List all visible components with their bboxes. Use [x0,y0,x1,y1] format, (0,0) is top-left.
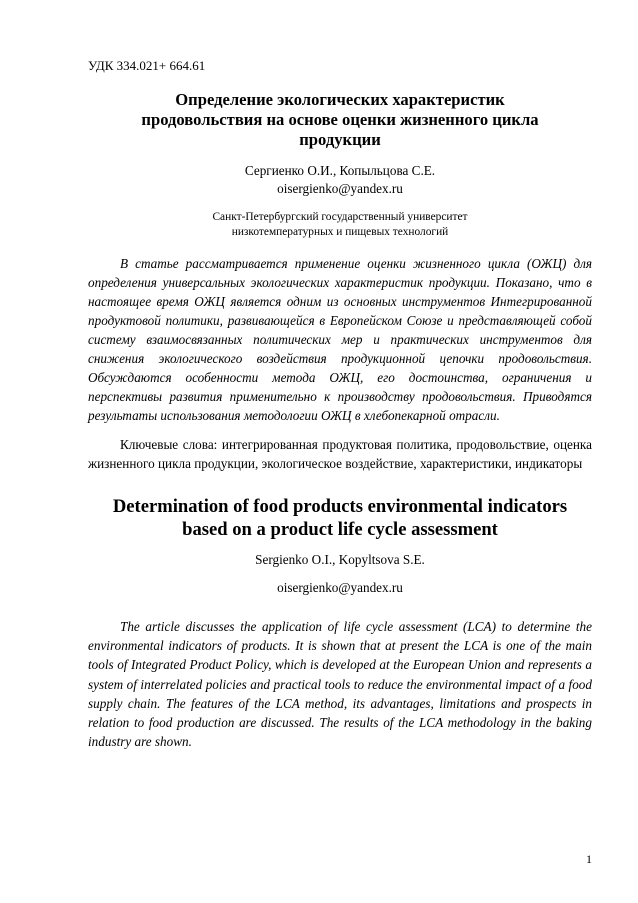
udc-code: УДК 334.021+ 664.61 [88,58,206,73]
affiliation [88,210,592,240]
email-russian: oisergienko@yandex.ru [277,181,403,196]
authors-russian: Сергиенко О.И., Копыльцова С.Е. [244,163,436,178]
keywords-russian: Ключевые слова: интегрированная продуктовая политика, продовольствие, оценка жизненного цикла продукции, экологическое воздействие, характеристики, индикаторы [88,437,592,471]
title-english: Determination of food products environmental indicators based on a product life cycle assessment [112,496,568,540]
affiliation-line-1: Санкт-Петербургский государственный университет [212,211,468,223]
abstract-english: The article discusses the application of life cycle assessment (LCA) to determine the environmental indicators of products. It is shown that at present the LCA is one of the main tools of Integrated Product Policy, which is developed at the European Union and represents a system of interrelated policies and practical tools to reduce the environmental impact of a food supply chain. The features of the LCA method, its advantages, limitations and prospects in relation to food production are discussed. The results of the LCA methodology in the baking industry are shown. [88,619,592,750]
page-number: 1 [586,852,592,866]
affiliation-line-2: низкотемпературных и пищевых технологий [231,226,449,238]
authors-english: Sergienko O.I., Kopyltsova S.E. [255,552,425,567]
email-english: oisergienko@yandex.ru [277,580,403,595]
title-russian: Определение экологических характеристик продовольствия на основе оценки жизненного цикла продукции [141,90,539,149]
abstract-russian: В статье рассматривается применение оценки жизненного цикла (ОЖЦ) для определения универсальных экологических характеристик продукции. Показано, что в настоящее время ОЖЦ является одним из основных инструментов Интегрированной продуктовой политики, развивающейся в Европейском Союзе и представляющей собой систему взаимосвязанных политических мер и практических инструментов для снижения экологического воздействия продукционной цепочки продовольствия. Обсуждаются особенности метода ОЖЦ, его достоинства, ограничения и перспективы развития применительно к производству продовольствия. Приводятся результаты использования методологии ОЖЦ в хлебопекарной отрасли. [88,256,592,423]
